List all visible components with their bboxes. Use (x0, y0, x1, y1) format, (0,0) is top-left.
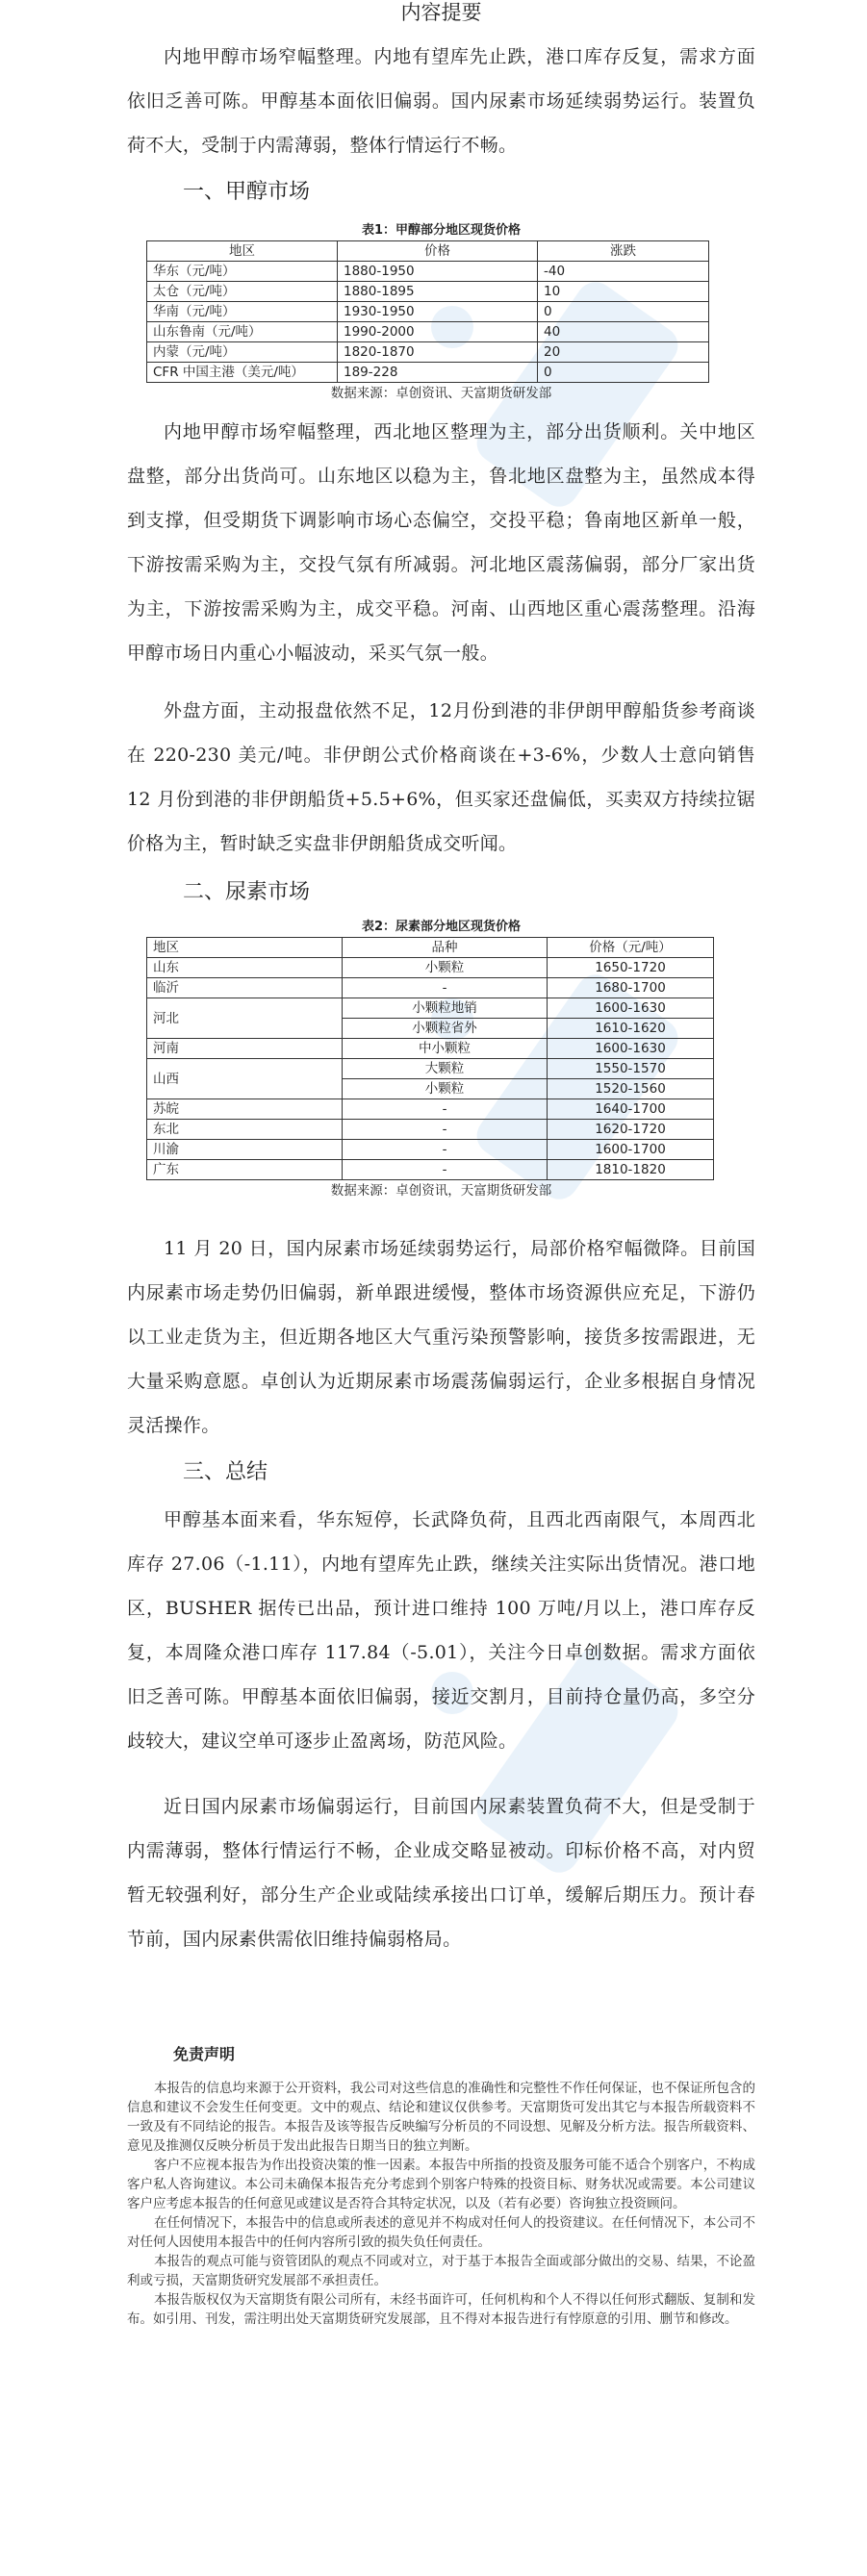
type-cell: - (343, 1120, 548, 1140)
type-cell: - (343, 1160, 548, 1180)
table-row (147, 1039, 714, 1059)
price-cell: 1990-2000 (338, 322, 538, 342)
region-cell: 河南 (147, 1039, 343, 1059)
price-cell: 189-228 (338, 363, 538, 383)
table-row (147, 322, 709, 342)
price-cell: 1880-1895 (338, 282, 538, 302)
page-title: 内容提要 (400, 1, 482, 24)
price-cell: 1680-1700 (548, 978, 714, 998)
urea-price-table (146, 937, 714, 1180)
table-row (147, 302, 709, 322)
methanol-source: 数据来源：卓创资讯、天富期货研发部 (330, 386, 552, 401)
change-cell: 0 (538, 302, 709, 322)
price-cell: 1600-1630 (548, 998, 714, 1019)
methanol-table-caption: 表1：甲醇部分地区现货价格 (361, 223, 522, 238)
table-row (147, 958, 714, 978)
region-cell: 太仓（元/吨） (147, 282, 338, 302)
price-cell: 1880-1950 (338, 262, 538, 282)
region-cell: 内蒙（元/吨） (147, 342, 338, 363)
region-cell: 山东鲁南（元/吨） (147, 322, 338, 342)
disclaimer-body (127, 2079, 755, 2329)
disclaimer-paragraph: 本报告的信息均来源于公开资料，我公司对这些信息的准确性和完整性不作任何保证，也不保证所包含的信息和建议不会发生任何变更。文中的观点、结论和建议仅供参考。天富期货可发出其它与本报告所载资料不一致及有不同结论的报告。本报告及该等报告反映编写分析员的不同设想、见解及分析方法。报告所载资料、意见及推测仅反映分析员于发出此报告日期当日的独立判断。 (127, 2081, 755, 2154)
disclaimer-paragraph: 客户不应视本报告为作出投资决策的惟一因素。本报告中所指的投资及服务可能不适合个别客户，不构成客户私人咨询建议。本公司未确保本报告充分考虑到个别客户特殊的投资目标、财务状况或需要。本公司建议客户应考虑本报告的任何意见或建议是否符合其特定状况，以及（若有必要）咨询独立投资顾问。 (127, 2158, 755, 2211)
change-cell: 40 (538, 322, 709, 342)
region-cell: 河北 (147, 998, 343, 1039)
header-cell: 品种 (343, 938, 548, 958)
type-cell: 小颗粒 (343, 958, 548, 978)
region-cell: 华东（元/吨） (147, 262, 338, 282)
region-cell: 川渝 (147, 1140, 343, 1160)
urea-paragraph: 11 月 20 日，国内尿素市场延续弱势运行，局部价格窄幅微降。目前国内尿素市场走势仍旧偏弱，新单跟进缓慢，整体市场资源供应充足，下游仍以工业走货为主，但近期各地区大气重污染预警影响，接货多按需跟进，无大量采购意愿。卓创认为近期尿素市场震荡偏弱运行，企业多根据自身情况灵活操作。 (127, 1238, 755, 1436)
region-cell: 广东 (147, 1160, 343, 1180)
conclusion-paragraph-1: 甲醇基本面来看，华东短停，长武降负荷，且西北西南限气，本周西北库存 27.06（-1.11），内地有望库先止跌，继续关注实际出货情况。港口地区，BUSHER 据传已出品，预计进口维持 100 万吨/月以上，港口库存反复，本周隆众港口库存 117.84（-5.01），关注今日卓创数据。需求方面依旧乏善可陈。甲醇基本面依旧偏弱，接近交割月，目前持仓量仍高，多空分歧较大，建议空单可逐步止盈离场，防范风险。 (127, 1509, 755, 1752)
region-cell: 临沂 (147, 978, 343, 998)
table-row (147, 262, 709, 282)
table-row (147, 1059, 714, 1079)
table-row (147, 1120, 714, 1140)
type-cell: - (343, 978, 548, 998)
price-cell: 1930-1950 (338, 302, 538, 322)
type-cell: 小颗粒 (343, 1079, 548, 1099)
table-row (147, 1099, 714, 1120)
conclusion-paragraph-2: 近日国内尿素市场偏弱运行，目前国内尿素装置负荷不大，但是受制于内需薄弱，整体行情运行不畅，企业成交略显被动。印标价格不高，对内贸暂无较强利好，部分生产企业或陆续承接出口订单，缓解后期压力。预计春节前，国内尿素供需依旧维持偏弱格局。 (127, 1796, 755, 1950)
methanol-paragraph-2: 外盘方面，主动报盘依然不足，12月份到港的非伊朗甲醇船货参考商谈在 220-230 美元/吨。非伊朗公式价格商谈在+3-6%，少数人士意向销售 12 月份到港的非伊朗船货+5.5+6%，但买家还盘偏低，买卖双方持续拉锯价格为主，暂时缺乏实盘非伊朗船货成交听闻。 (127, 700, 755, 854)
table-header-row (147, 241, 709, 262)
urea-heading: 二、尿素市场 (183, 880, 311, 904)
header-cell: 价格 (338, 241, 538, 262)
change-cell: 0 (538, 363, 709, 383)
price-cell: 1620-1720 (548, 1120, 714, 1140)
change-cell: 10 (538, 282, 709, 302)
disclaimer-paragraph: 在任何情况下，本报告中的信息或所表述的意见并不构成对任何人的投资建议。在任何情况下，本公司不对任何人因使用本报告中的任何内容所引致的损失负任何责任。 (127, 2215, 755, 2250)
table-row (147, 1140, 714, 1160)
price-cell: 1650-1720 (548, 958, 714, 978)
change-cell: -40 (538, 262, 709, 282)
price-cell: 1610-1620 (548, 1019, 714, 1039)
region-cell: 东北 (147, 1120, 343, 1140)
methanol-price-table (146, 240, 709, 383)
table-row (147, 978, 714, 998)
header-cell: 涨跌 (538, 241, 709, 262)
table-row (147, 342, 709, 363)
header-cell: 价格（元/吨） (548, 938, 714, 958)
type-cell: 小颗粒地销 (343, 998, 548, 1019)
table-header-row (147, 938, 714, 958)
type-cell: 大颗粒 (343, 1059, 548, 1079)
table-row (147, 363, 709, 383)
region-cell: 华南（元/吨） (147, 302, 338, 322)
disclaimer-heading: 免责声明 (173, 2045, 236, 2063)
type-cell: 中小颗粒 (343, 1039, 548, 1059)
header-cell: 地区 (147, 241, 338, 262)
disclaimer-paragraph: 本报告版权仅为天富期货有限公司所有，未经书面许可，任何机构和个人不得以任何形式翻版、复制和发布。如引用、刊发，需注明出处天富期货研究发展部，且不得对本报告进行有悖原意的引用、删节和修改。 (127, 2292, 755, 2327)
urea-source: 数据来源：卓创资讯，天富期货研发部 (330, 1183, 552, 1199)
summary-paragraph: 内地甲醇市场窄幅整理。内地有望库先止跌，港口库存反复，需求方面依旧乏善可陈。甲醇基本面依旧偏弱。国内尿素市场延续弱势运行。装置负荷不大，受制于内需薄弱，整体行情运行不畅。 (127, 46, 755, 156)
type-cell: - (343, 1099, 548, 1120)
price-cell: 1600-1630 (548, 1039, 714, 1059)
price-cell: 1550-1570 (548, 1059, 714, 1079)
conclusion-heading: 三、总结 (183, 1460, 268, 1484)
price-cell: 1640-1700 (548, 1099, 714, 1120)
change-cell: 20 (538, 342, 709, 363)
price-cell: 1520-1560 (548, 1079, 714, 1099)
methanol-heading: 一、甲醇市场 (183, 180, 311, 204)
table-row (147, 282, 709, 302)
methanol-paragraph-1: 内地甲醇市场窄幅整理，西北地区整理为主，部分出货顺利。关中地区盘整，部分出货尚可。山东地区以稳为主，鲁北地区盘整为主，虽然成本得到支撑，但受期货下调影响市场心态偏空，交投平稳；鲁南地区新单一般，下游按需采购为主，交投气氛有所减弱。河北地区震荡偏弱，部分厂家出货为主，下游按需采购为主，成交平稳。河南、山西地区重心震荡整理。沿海甲醇市场日内重心小幅波动，采买气氛一般。 (127, 421, 755, 664)
price-cell: 1820-1870 (338, 342, 538, 363)
region-cell: CFR 中国主港（美元/吨） (147, 363, 338, 383)
type-cell: - (343, 1140, 548, 1160)
table-row (147, 998, 714, 1019)
price-cell: 1600-1700 (548, 1140, 714, 1160)
type-cell: 小颗粒省外 (343, 1019, 548, 1039)
region-cell: 山西 (147, 1059, 343, 1099)
header-cell: 地区 (147, 938, 343, 958)
table-row (147, 1160, 714, 1180)
urea-table-caption: 表2：尿素部分地区现货价格 (361, 920, 522, 934)
price-cell: 1810-1820 (548, 1160, 714, 1180)
region-cell: 苏皖 (147, 1099, 343, 1120)
region-cell: 山东 (147, 958, 343, 978)
disclaimer-paragraph: 本报告的观点可能与资管团队的观点不同或对立，对于基于本报告全面或部分做出的交易、结果，不论盈利或亏损，天富期货研究发展部不承担责任。 (127, 2254, 755, 2288)
